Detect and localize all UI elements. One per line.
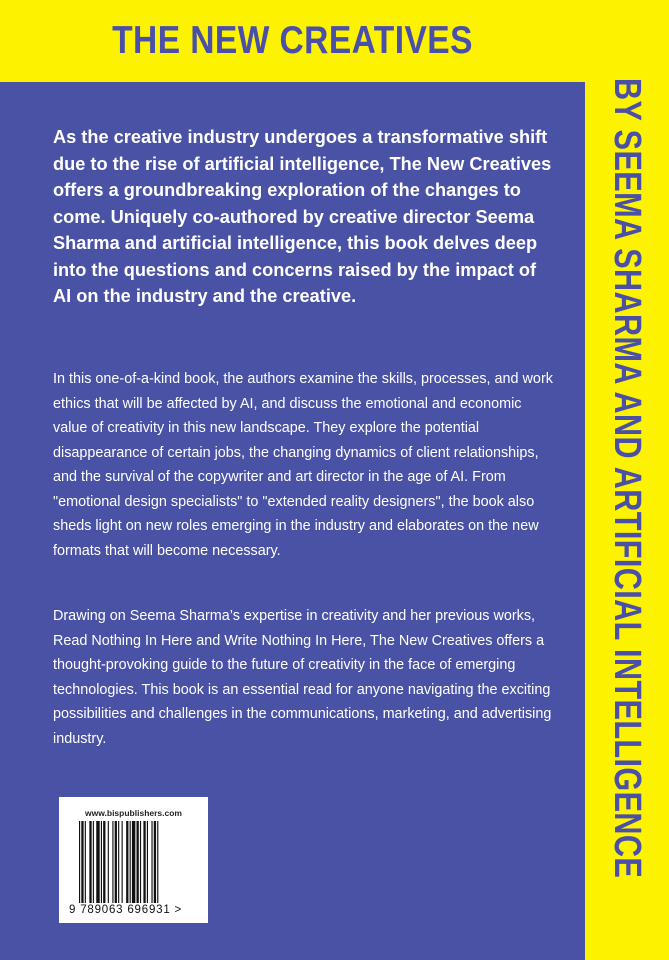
lead-paragraph: As the creative industry undergoes a transformative shift due to the rise of artificial intelligence, The New Creatives offers a groundbreaking exploration of the changes to come. Uniquely co-authored by creative director Seema Sharma and artificial intelligence, this book delves deep into the questions and concerns raised by the impact of AI on the industry and the creative.: [53, 127, 552, 306]
barcode-bars: [79, 821, 191, 903]
barcode-bar: [96, 821, 99, 903]
barcode-bar: [108, 821, 109, 903]
description-paragraph-1: In this one-of-a-kind book, the authors examine the skills, processes, and work ethics that will be affected by AI, and discuss the emotional and economic value of creativity in this new landscape. They explore the potential disappearance of certain jobs, the changing dynamics of client relationships, and the survival of the copywriter and art director in the age of AI. From "emotional design specialists" to "extended reality designers", the book also sheds light on new roles emerging in the industry and elaborates on the new formats that will become necessary.: [53, 371, 553, 559]
barcode-bar: [103, 821, 105, 903]
barcode-bar: [101, 821, 102, 903]
barcode-bar: [154, 821, 156, 903]
barcode-bar: [89, 821, 91, 903]
barcode-bar: [112, 821, 113, 903]
description-paragraph-2: Drawing on Seema Sharma’s expertise in creativity and her previous works, Read Nothing In Here and Write Nothing In Here, The New Creatives offers a thought-provoking guide to the future of creativity in the face of emerging technologies. This book is an essential read for anyone navigating the exciting possibilities and challenges in the communications, marketing, and advertising industry.: [53, 608, 552, 747]
barcode-box: [59, 797, 208, 923]
barcode-bar: [157, 821, 158, 903]
isbn-number: 9 789063 696931 >: [69, 904, 183, 916]
barcode-bar: [118, 821, 119, 903]
barcode-bar: [143, 821, 145, 903]
barcode-bar: [85, 821, 86, 903]
barcode-bar: [81, 821, 83, 903]
barcode-bar: [126, 821, 128, 903]
barcode-bar: [151, 821, 152, 903]
barcode-bar: [137, 821, 139, 903]
book-title: THE NEW CREATIVES: [112, 19, 473, 62]
publisher-url: www.bispublishers.com: [85, 808, 182, 818]
author-line: BY SEEMA SHARMA AND ARTIFICIAL INTELLIGENCE: [606, 78, 649, 879]
barcode-bar: [132, 821, 135, 903]
barcode-bar: [79, 821, 80, 903]
barcode-bar: [130, 821, 131, 903]
back-cover-panel: [0, 82, 585, 960]
barcode-bar: [147, 821, 148, 903]
barcode-bar: [122, 821, 123, 903]
spine-strip: [585, 0, 669, 960]
barcode-bar: [115, 821, 117, 903]
barcode-bar: [93, 821, 94, 903]
barcode-bar: [140, 821, 141, 903]
